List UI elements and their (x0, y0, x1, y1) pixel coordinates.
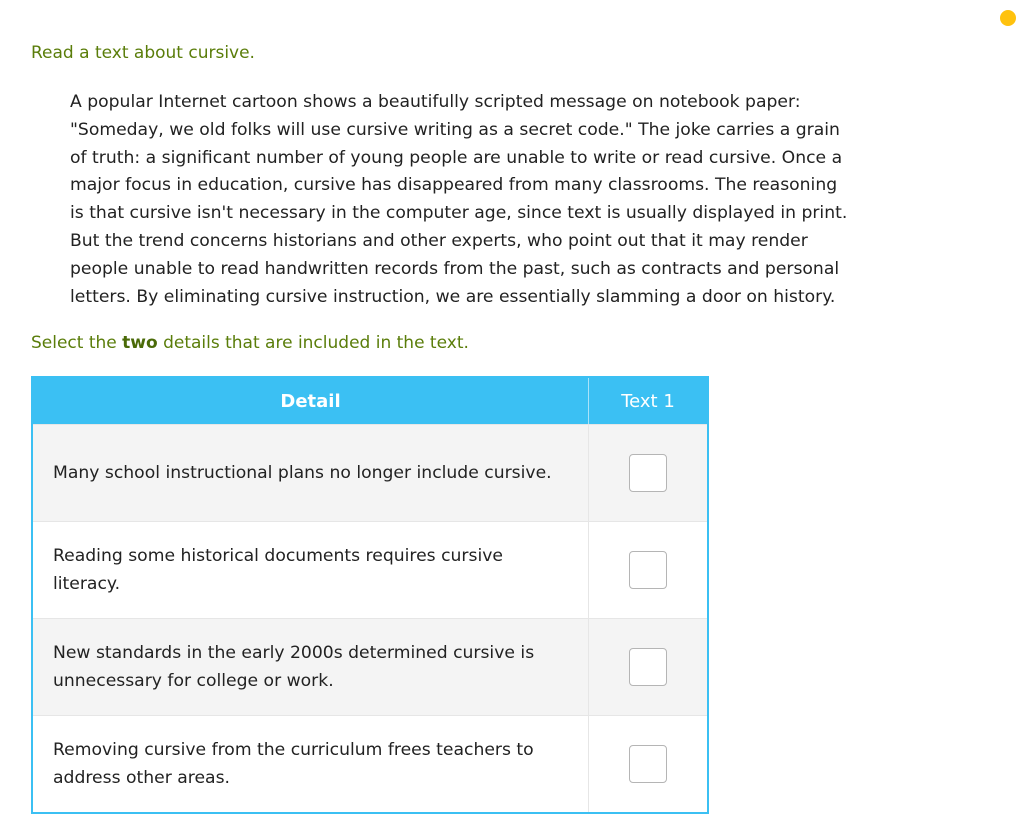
table-row (33, 618, 707, 715)
select-prompt-emphasis: two (122, 333, 158, 353)
row-checkbox-cell (589, 619, 707, 715)
row-detail: New standards in the early 2000s determined cursive is unnecessary for college or work. (33, 619, 589, 715)
row-checkbox-cell (589, 716, 707, 812)
table-body (33, 424, 707, 812)
header-detail: Detail (33, 378, 589, 424)
row-detail: Removing cursive from the curriculum frees teachers to address other areas. (33, 716, 589, 812)
row-checkbox[interactable] (629, 745, 667, 783)
table-row (33, 715, 707, 812)
table-row (33, 521, 707, 618)
detail-table (31, 376, 709, 814)
select-prompt (31, 332, 469, 354)
row-checkbox-cell (589, 425, 707, 521)
select-prompt-before: Select the (31, 333, 123, 353)
row-detail: Many school instructional plans no longer include cursive. (33, 425, 589, 521)
row-detail: Reading some historical documents requires cursive literacy. (33, 522, 589, 618)
passage-text: A popular Internet cartoon shows a beautifully scripted message on notebook paper: "Someday, we old folks will use cursive writing as a secret code." The joke carries a grain of truth: a significant number of young people are unable to write or read cursive. Once a major focus in education, cursive has disappeared from many classrooms. The reasoning is that cursive isn't necessary in the computer age, since text is usually displayed in print. But the trend concerns historians and other experts, who point out that it may render people unable to read handwritten records from the past, such as contracts and personal letters. By eliminating cursive instruction, we are essentially slamming a door on history. (70, 92, 848, 307)
table-row (33, 424, 707, 521)
row-checkbox[interactable] (629, 648, 667, 686)
row-checkbox[interactable] (629, 551, 667, 589)
header-text-1: Text 1 (621, 390, 675, 412)
select-prompt-after: details that are included in the text. (157, 333, 469, 353)
row-checkbox-cell (589, 522, 707, 618)
read-prompt: Read a text about cursive. (31, 43, 255, 63)
passage (70, 89, 990, 311)
status-dot-icon (1000, 10, 1016, 26)
row-checkbox[interactable] (629, 454, 667, 492)
table-header (33, 378, 707, 424)
